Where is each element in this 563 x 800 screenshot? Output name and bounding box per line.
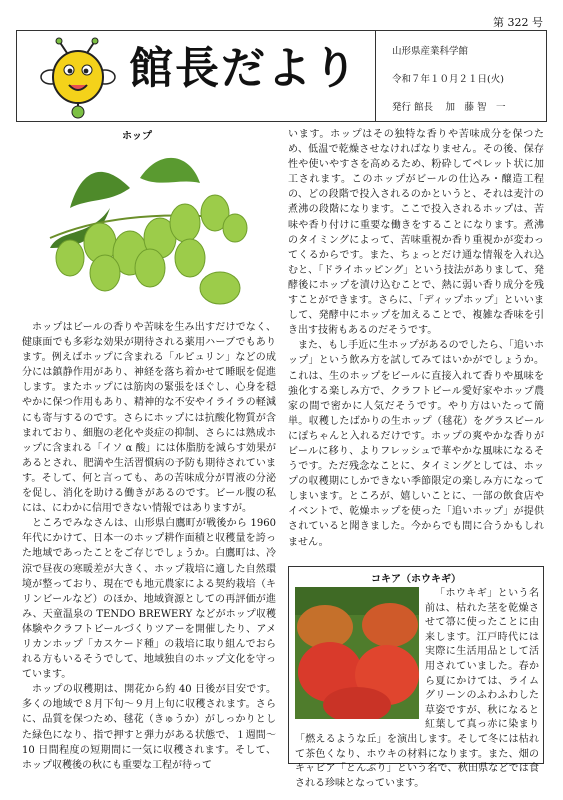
- hop-paragraph: ホップはビールの香りや苦味を生み出すだけでなく、健康面でも多彩な効果が期待される薬用ハーブでもあります。例えばホップに含まれる「ルピュリン」などの成分には鎮静作用があり、神経を落ち着かせて睡眠を促進します。またホップには筋肉の緊張をほぐし、心身を穏やかに保つ作用もあり、精神的な不安やイライラの軽減にも寄与するのです。さらにホップには抗酸化物質が含まれており、細胞の老化や炎症の抑制、さらには熟成ホップに含まれる「イソ α 酸」には体脂肪を減らす効果があるとされ、肥満や生活習慣病の予防も期待されています。そして、何と言っても、あの苦味成分が胃液の分泌を促し、消化を助ける働きがあるのです。ビール腹の私には、にわかに信用できない情報ではありますが。: [22, 322, 276, 515]
- issue-number: 第 322 号: [493, 16, 543, 29]
- newsletter-header: [16, 30, 547, 122]
- hop-heading: ホップ: [122, 131, 152, 142]
- header-divider: [375, 31, 376, 121]
- hop-cones-photo: [30, 148, 254, 310]
- hop-article-left-column: [22, 320, 276, 773]
- hop-paragraph: ホップの収穫期は、開花から約 40 日後が目安です。多くの地域で８月下旬～９月上旬に収穫されます。さらに、品質を保つため、毬花（きゅうか）がしっかりとした緑色になり、指で押すと弾力がある状態で、１週間～10 日間程度の短期間に一気に収穫されます。そして、ホップ収穫後の秋にも重要な工程が待って: [22, 684, 276, 771]
- mascot-bee-icon: [39, 37, 119, 119]
- hop-article-right-column: [288, 127, 544, 550]
- kochia-text-block: [295, 587, 539, 791]
- kochia-description: 「ホウキギ」という名前は、枯れた茎を乾燥させて箒に使ったことに由来します。江戸時代には実際に生活用品として活用されていました。春から夏にかけては、ライムグリーンのふわふわした草姿ですが、秋になると紅葉して真っ赤に染まり「燃えるような丘」を演出します。そして冬には枯れて茶色くなり、ホウキの材料になります。また、畑のキャビア「とんぶり」という名で、秋田県などでは食される珍味となっています。: [295, 588, 539, 789]
- hop-paragraph: ところでみなさんは、山形県白鷹町が戦後から 1960 年代にかけて、日本一のホップ耕作面積と収穫量を誇った地域であったことをご存じでしょうか。白鷹町は、冷涼で昼夜の寒暖差が大きく、ホップ栽培に適した自然環境が整っており、現在でも地元農家による契約栽培（キリンビールなど）のほか、地域資源としての再評価が進み、天童温泉の TENDO BREWERY などがホップ収穫体験やクラフトビールづくりツアーを開催したり、アメリカンホップ「カスケード種」の栽培に取り組んでおられる方もいるそうでして、地域独自のホップ文化を守っています。: [22, 518, 276, 681]
- hop-paragraph: います。ホップはその独特な香りや苦味成分を保つため、低温で乾燥させなければなりません。その後、保存性や使いやすさを高めるため、粉砕してペレット状に加工されます。このホップがビールの仕込み・醸造工程の、どの段階で投入されるのかというと、それは麦汁の煮沸の段階になります。ここで投入されるホップは、苦味や香り付けに重要な働きをすることになります。煮沸のタイミングによって、苦味重視か香り重視かが変わってくるからです。また、ちょっとだけ通な情報を入れ込むと、「ドライホッピング」という技法がありまして、発酵後にホップを漬け込むことで、熱に弱い香り成分を残すことができます。さらに、「ディップホップ」といいまして、発酵中にホップを加えることで、複雑な香味を引き出す技術もあるのだそうです。: [288, 129, 544, 337]
- organization: 山形県産業科学館: [392, 46, 469, 57]
- kochia-photo: [295, 587, 419, 719]
- newsletter-title: 館長だより: [129, 43, 359, 94]
- kochia-heading: コキア（ホウキギ）: [371, 574, 461, 585]
- kochia-box: [288, 566, 544, 789]
- publication-date: 令和７年１０月２１日(火): [392, 74, 504, 85]
- hop-paragraph: また、もし手近に生ホップがあるのでしたら、「追いホップ」という飲み方を試してみてはいかがでしょうか。これは、生のホップをビールに直接入れて香りや風味を強化する楽しみ方で、クラフトビール愛好家やホップ農家の間で密かに人気だそうです。やり方はいたって簡単。収穫したばかりの生ホップ（毬花）をグラスビールにぽちゃんと入れるだけです。ホップの爽やかな香りがビールに移り、よりフレッシュで華やかな風味になるそうです。ただ残念なことに、タイミングとしては、ホップの収穫期にしかできない季節限定の楽しみ方になってしまいます。ところが、嬉しいことに、一部の飲食店やイベントで、乾燥ホップを使った「追いホップ」が提供されていると聞きました。今からでも間に合うかもしれません。: [288, 340, 544, 548]
- publisher: 発行 館長 加 藤 智 一: [392, 102, 506, 113]
